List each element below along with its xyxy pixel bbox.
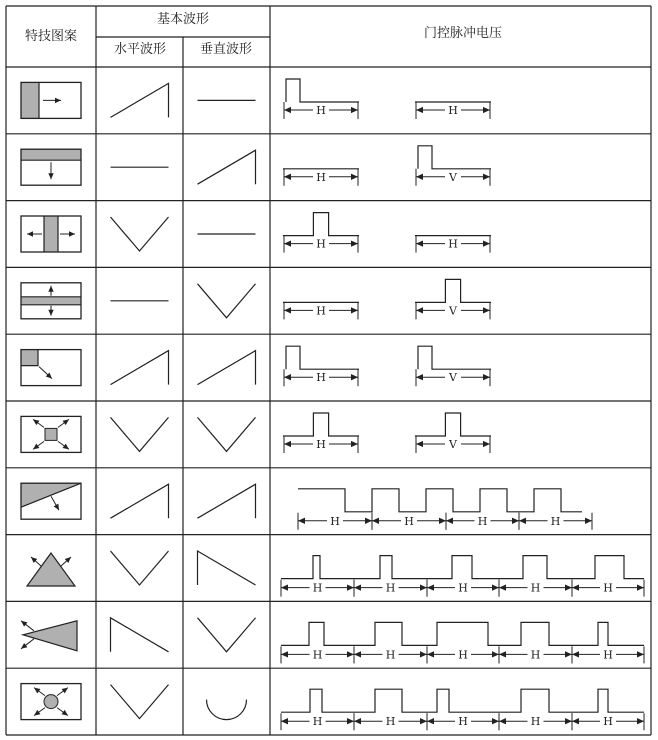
arrowhead [572, 584, 579, 590]
arrowhead [572, 718, 579, 724]
waveform-v-shape [111, 417, 169, 451]
arrowhead [298, 518, 305, 524]
arrowhead [284, 240, 291, 246]
table-row [21, 618, 644, 664]
header-basic-waveform: 基本波形 [156, 12, 210, 27]
waveform-sawtooth [198, 150, 256, 184]
waveform-v-shape [198, 284, 256, 318]
arrowhead [416, 374, 423, 380]
dimension-marker [519, 513, 592, 530]
triangle [23, 621, 77, 651]
dimension-marker [354, 580, 427, 597]
arrowhead [416, 441, 423, 447]
pattern-icon-horizontal-bar-split [21, 283, 81, 319]
header-horizontal-waveform: 水平波形 [113, 42, 167, 57]
arrowhead [499, 584, 506, 590]
period-label: H [477, 514, 488, 528]
direction-arrow [48, 306, 53, 316]
waveform-v-shape [111, 217, 169, 251]
arrowhead [637, 584, 644, 590]
dimension-marker [499, 580, 572, 597]
arrowhead [284, 374, 291, 380]
direction-arrow [51, 496, 59, 510]
triangle [27, 553, 75, 586]
pattern-icon-triangle-up [27, 553, 75, 586]
dimension-marker [572, 580, 644, 597]
dimension-marker [572, 713, 644, 730]
direction-arrow [21, 621, 34, 631]
arrowhead [48, 173, 53, 179]
arrowhead [372, 518, 379, 524]
arrowhead [483, 240, 490, 246]
arrowhead [55, 98, 61, 103]
gate-pulse-train [281, 689, 644, 712]
pattern-icon-diagonal-wipe [21, 483, 81, 519]
arrowhead [351, 441, 358, 447]
gate-step-waveform [286, 79, 359, 102]
arrowhead [351, 174, 358, 180]
shaded-region [21, 297, 81, 305]
period-label: H [448, 237, 458, 251]
table-row [21, 483, 592, 530]
arrowhead [446, 518, 453, 524]
arrowhead [499, 651, 506, 657]
arrowhead [565, 651, 572, 657]
direction-arrow [58, 419, 69, 427]
period-label: H [603, 715, 613, 729]
waveform-v-shape [198, 417, 256, 451]
arrowhead [492, 651, 499, 657]
arrowhead [34, 710, 40, 716]
arrowhead [351, 374, 358, 380]
gate-pulse-train [298, 489, 582, 512]
arrowhead [637, 651, 644, 657]
waveform-sawtooth [198, 351, 256, 385]
arrowhead [33, 419, 39, 425]
period-label: H [330, 514, 340, 528]
header-gate-pulse: 门控脉冲电压 [423, 26, 503, 41]
waveform-parabola [207, 700, 247, 720]
table-row [27, 551, 644, 597]
pattern-icon-triangle-left [21, 621, 77, 651]
arrowhead [351, 107, 358, 113]
direction-arrow [57, 708, 68, 716]
header-pattern: 特技图案 [24, 29, 78, 44]
direction-arrow [58, 441, 69, 449]
arrowhead [483, 107, 490, 113]
period-label: H [316, 438, 326, 451]
period-label: V [449, 304, 457, 318]
dimension-marker [281, 713, 354, 730]
period-label: H [316, 304, 326, 318]
shaded-region [45, 428, 57, 440]
gate-pulse-train [281, 622, 644, 645]
arrowhead [69, 231, 75, 236]
dimension-marker [416, 169, 490, 186]
arrowhead [62, 710, 68, 716]
arrowhead [483, 174, 490, 180]
shaded-region [21, 149, 81, 160]
arrowhead [492, 584, 499, 590]
dimension-marker [284, 302, 358, 319]
gate-pulse-waveform [415, 413, 491, 436]
dimension-marker [372, 513, 446, 530]
table-row [21, 346, 491, 386]
period-label: H [312, 648, 323, 662]
waveform-ramp-down [111, 618, 169, 652]
dimension-marker [416, 369, 490, 386]
shaded-region [21, 350, 38, 366]
period-label: H [316, 104, 326, 117]
arrowhead [439, 518, 446, 524]
direction-arrow [33, 441, 44, 449]
waveform-sawtooth [111, 351, 169, 385]
arrowhead [48, 310, 53, 316]
direction-arrow [33, 419, 44, 427]
arrowhead [420, 718, 427, 724]
period-label: V [449, 438, 457, 451]
arrowhead [63, 419, 69, 425]
arrowhead [33, 444, 39, 450]
arrowhead [427, 718, 434, 724]
shaded-region [44, 216, 58, 252]
dimension-marker [427, 580, 499, 597]
shaded-region [44, 695, 58, 709]
period-label: H [312, 581, 323, 595]
arrowhead [483, 307, 490, 313]
table-body [21, 79, 644, 730]
period-label: H [530, 715, 541, 729]
direction-arrow [48, 162, 53, 179]
arrowhead [483, 374, 490, 380]
period-label: H [312, 715, 323, 729]
direction-arrow [61, 557, 71, 566]
direction-arrow [48, 286, 53, 296]
period-label: H [385, 581, 396, 595]
gate-pulse-waveform [283, 413, 359, 436]
arrowhead [572, 651, 579, 657]
period-label: H [530, 648, 541, 662]
dimension-marker [284, 102, 358, 119]
period-label: H [448, 104, 458, 117]
dimension-marker [284, 436, 358, 453]
direction-arrow [60, 231, 75, 236]
table-row [21, 684, 644, 731]
arrowhead [281, 651, 288, 657]
period-label: H [385, 648, 396, 662]
table-row [21, 79, 491, 119]
dimension-marker [298, 513, 372, 530]
arrowhead [63, 444, 69, 450]
arrowhead [284, 107, 291, 113]
gate-pulse-waveform [283, 213, 359, 236]
waveform-sawtooth [111, 484, 169, 518]
period-label: H [458, 648, 468, 662]
dimension-marker [572, 646, 644, 663]
period-label: V [449, 170, 457, 184]
pattern-icon-box-expand [21, 416, 81, 452]
header-vertical-waveform: 垂直波形 [199, 42, 253, 57]
arrowhead [284, 174, 291, 180]
period-label: H [316, 371, 326, 385]
dimension-marker [416, 302, 490, 319]
dimension-marker [499, 713, 572, 730]
gate-pulse-train [281, 556, 644, 579]
dimension-marker [354, 646, 427, 663]
dimension-marker [284, 369, 358, 386]
arrowhead [427, 651, 434, 657]
pattern-icon-circle-expand [21, 684, 81, 720]
period-label: H [316, 170, 326, 184]
period-label: H [404, 514, 414, 528]
arrowhead [281, 718, 288, 724]
period-label: V [449, 371, 457, 385]
dimension-marker [416, 236, 490, 253]
arrowhead [565, 584, 572, 590]
dimension-marker [427, 713, 499, 730]
arrowhead [420, 651, 427, 657]
pattern-icon-wipe-top-down [21, 149, 81, 185]
gate-step-waveform [418, 146, 491, 169]
arrowhead [416, 107, 423, 113]
gate-step-waveform [286, 346, 359, 369]
waveform-ramp-down [198, 551, 256, 585]
period-label: H [385, 715, 396, 729]
dimension-marker [427, 646, 499, 663]
gate-step-waveform [418, 346, 491, 369]
dimension-marker [416, 102, 490, 119]
period-label: H [458, 581, 468, 595]
arrowhead [416, 307, 423, 313]
period-label: H [603, 581, 613, 595]
arrowhead [585, 518, 592, 524]
arrowhead [351, 240, 358, 246]
arrowhead [416, 240, 423, 246]
arrowhead [483, 441, 490, 447]
arrowhead [637, 718, 644, 724]
arrowhead [420, 584, 427, 590]
arrowhead [284, 307, 291, 313]
direction-arrow [39, 367, 52, 379]
arrowhead [365, 518, 372, 524]
arrowhead [354, 718, 361, 724]
period-label: H [550, 514, 561, 528]
arrowhead [354, 651, 361, 657]
direction-arrow [34, 688, 45, 696]
arrowhead [519, 518, 526, 524]
arrowhead [62, 688, 68, 694]
waveform-sawtooth [198, 484, 256, 518]
pattern-icon-wipe-left-right [21, 82, 81, 118]
arrowhead [21, 621, 27, 627]
dimension-marker [281, 646, 354, 663]
dimension-marker [446, 513, 519, 530]
table-grid [6, 6, 651, 735]
dimension-marker [499, 646, 572, 663]
arrowhead [27, 231, 33, 236]
dimension-marker [281, 580, 354, 597]
waveform-v-shape [111, 551, 169, 585]
arrowhead [427, 584, 434, 590]
arrowhead [347, 651, 354, 657]
arrowhead [281, 584, 288, 590]
arrowhead [565, 718, 572, 724]
period-label: H [530, 581, 541, 595]
direction-arrow [34, 708, 45, 716]
arrowhead [351, 307, 358, 313]
arrowhead [512, 518, 519, 524]
period-label: H [316, 237, 326, 251]
dimension-marker [416, 436, 490, 453]
shaded-region [21, 82, 39, 118]
arrowhead [347, 718, 354, 724]
arrowhead [48, 286, 53, 292]
period-label: H [603, 648, 613, 662]
arrowhead [34, 688, 40, 694]
arrowhead [21, 643, 27, 649]
arrowhead [492, 718, 499, 724]
table-row [21, 413, 491, 453]
table-row [21, 146, 491, 186]
direction-arrow [43, 98, 61, 103]
table-row [21, 279, 491, 319]
table-row [21, 213, 491, 253]
dimension-marker [284, 169, 358, 186]
waveform-v-shape [111, 685, 169, 719]
period-label: H [458, 715, 468, 729]
direction-arrow [57, 688, 68, 696]
arrowhead [284, 441, 291, 447]
direction-arrow [21, 639, 34, 649]
arrowhead [354, 584, 361, 590]
direction-arrow [31, 557, 41, 566]
direction-arrow [27, 231, 42, 236]
waveform-v-shape [198, 618, 256, 652]
arrowhead [499, 718, 506, 724]
dimension-marker [284, 236, 358, 253]
arrowhead [347, 584, 354, 590]
waveform-sawtooth [111, 83, 169, 117]
pattern-icon-corner-wipe [21, 350, 81, 386]
gate-pulse-waveform [415, 279, 491, 302]
dimension-marker [354, 713, 427, 730]
pattern-icon-vertical-bar-split [21, 216, 81, 252]
arrowhead [416, 174, 423, 180]
